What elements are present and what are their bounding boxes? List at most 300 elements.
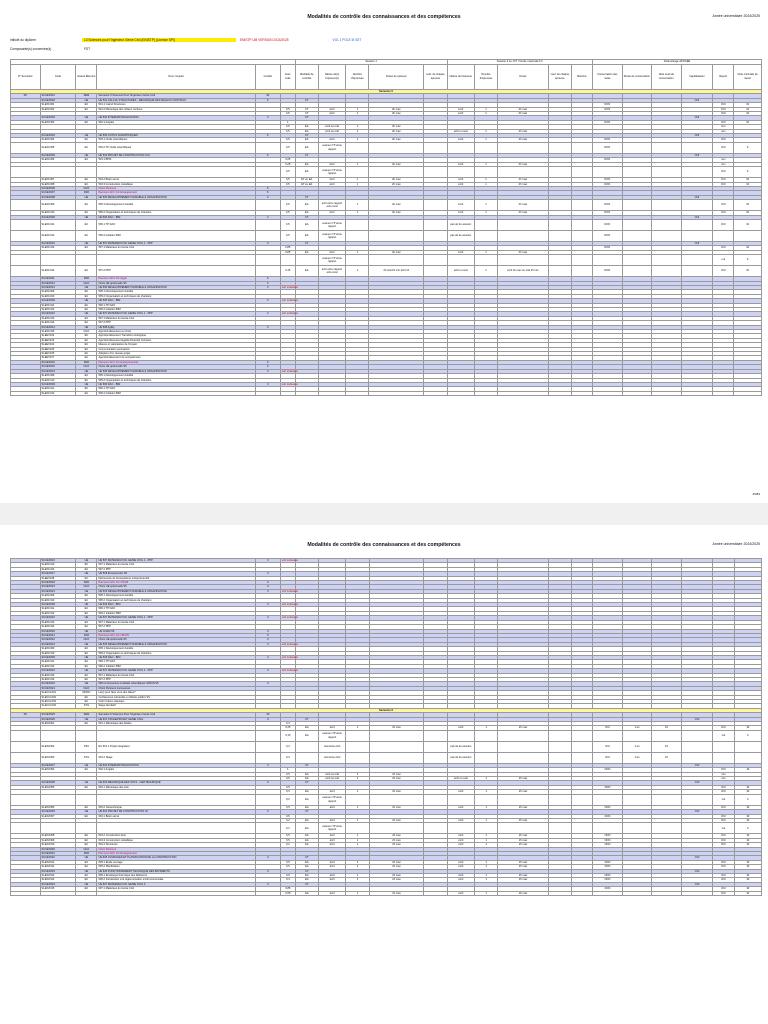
- full-name: Club Culture classique: [97, 700, 255, 704]
- code: SLEEX103: [40, 338, 76, 342]
- conservation: NON: [593, 158, 623, 162]
- coef: 0,25: [280, 162, 295, 166]
- s2-duration: 2h max: [498, 182, 549, 186]
- code: SLEX2N13: [40, 873, 76, 877]
- column-header: Nom complet: [97, 65, 255, 90]
- control-mode: CT: [295, 717, 318, 721]
- full-name: 506.2 Initiation BIM: [97, 230, 255, 241]
- capitalisation: OUI: [681, 717, 713, 721]
- min-report: 10: [734, 878, 761, 882]
- full-name: 602.1 Anglais: [97, 768, 255, 772]
- code: SLEEX105: [40, 347, 76, 351]
- full-name: UE 601 STAGE/PROJET GENIE CIVIL: [97, 717, 255, 721]
- report: OUI: [713, 873, 734, 877]
- control-mode: EA: [295, 162, 318, 166]
- exam-count: [346, 752, 369, 763]
- code: SCUEX002: [40, 98, 76, 102]
- code: SLEX1N11: [40, 660, 76, 664]
- full-name: 601.2 Stage: [97, 752, 255, 763]
- nature: PRJ: [76, 741, 97, 752]
- code: SCUEX026: [40, 717, 76, 721]
- full-name: UE 508 Agility: [97, 325, 255, 329]
- s2-count: 1: [474, 112, 497, 116]
- code: SCUEX030: [40, 847, 76, 851]
- diploma-label: Intitulé du diplôme: [10, 38, 36, 42]
- nature: EC: [76, 594, 97, 598]
- exam-duration: 2h max: [369, 178, 424, 182]
- s2-count: 1: [475, 891, 498, 895]
- nature: [76, 794, 97, 805]
- control-mode: CT: [295, 134, 318, 138]
- nature: CHO: [76, 686, 97, 690]
- full-name: 507.1 Matériaux du Génie Civil: [97, 620, 255, 624]
- conservation-threshold: 10: [652, 726, 682, 730]
- coef: 0,5: [280, 230, 295, 241]
- code: SCUEX034: [40, 882, 76, 886]
- exam-duration: [369, 167, 424, 178]
- code: SCUEX017: [40, 572, 76, 576]
- coef: 0,5: [280, 182, 295, 186]
- semester-no: [11, 823, 41, 834]
- column-header: Note minimale de report: [734, 65, 762, 90]
- full-name: UE 506 DAO - BIM: [97, 655, 255, 659]
- nature: MODU: [76, 691, 97, 695]
- nature: UE: [76, 312, 97, 316]
- coef: [280, 255, 295, 266]
- report: [713, 752, 734, 763]
- mccc-table-page1: [10, 59, 762, 396]
- conservation-threshold: [652, 255, 682, 266]
- credits: 3: [255, 285, 280, 289]
- coef: voir ci-dessus: [281, 285, 298, 289]
- conservation: NON: [593, 182, 623, 186]
- exam-nature: écrit ou oral: [318, 777, 345, 781]
- code: SLEX2N11: [40, 860, 76, 864]
- credits: [255, 741, 280, 752]
- s2-nature: écrit: [447, 112, 474, 116]
- nature: EC: [76, 219, 97, 230]
- s2-nature: écrit: [447, 834, 474, 838]
- control-mode: EA: [295, 805, 318, 809]
- conservation-duration: [622, 219, 652, 230]
- nature: UE: [76, 781, 97, 785]
- control-mode: EA: [295, 200, 318, 211]
- full-name: UE CNAM S5: [97, 629, 255, 633]
- exam-count: 1: [346, 878, 369, 882]
- exam-count: [346, 142, 369, 153]
- nature: UE: [76, 603, 97, 607]
- coef: voir ci-dessus: [281, 382, 298, 386]
- scale: [572, 891, 593, 895]
- min-report: [734, 230, 762, 241]
- min-report: 10: [734, 790, 761, 794]
- s2-count: [475, 794, 498, 805]
- exam-nature: oral et/ou écrit: [318, 752, 345, 763]
- code: SCUEX010: [40, 616, 76, 620]
- exam-count: 1: [346, 865, 369, 869]
- full-name: Semestre 6 Sciences Pour l'Ingénieur Génie Civil: [97, 713, 255, 717]
- report: OUI: [713, 838, 734, 842]
- code: SLEX1N14: [40, 677, 76, 681]
- exam-count: 1: [346, 726, 369, 730]
- credits: [255, 167, 280, 178]
- code: SCUEX009: [40, 655, 76, 659]
- exam-nature: oral et/ou écrit: [318, 741, 345, 752]
- min-report: 10: [734, 219, 762, 230]
- credits: 3: [255, 572, 280, 576]
- conservation-duration: [622, 142, 652, 153]
- report: OUI: [713, 834, 734, 838]
- full-name: 506.1 TP DAO: [97, 607, 255, 611]
- code: SLEX1N09: [40, 374, 76, 378]
- nature: EC: [76, 814, 97, 818]
- full-name: [97, 891, 255, 895]
- page-separator: [0, 503, 768, 525]
- column-header: coef. de chaque épreuve: [548, 65, 571, 90]
- full-name: [97, 255, 255, 266]
- credits: 3: [255, 655, 280, 659]
- nature: EC: [76, 182, 97, 186]
- nature: UE: [76, 559, 97, 563]
- conservation: NON: [593, 246, 623, 250]
- code: SLEX1N12: [40, 308, 76, 312]
- exam-coef: [424, 200, 447, 211]
- control-mode: [295, 752, 318, 763]
- code: SLEEX108: [40, 576, 76, 580]
- capitalisation: [681, 255, 713, 266]
- nature: EC: [76, 387, 97, 391]
- code: SLEX1N11: [40, 219, 76, 230]
- nature: UE: [76, 642, 97, 646]
- full-name: 601.1 Mécanique des fluides: [97, 722, 255, 726]
- full-name: UE 506 DAO - BIM: [97, 382, 255, 386]
- code: SLEX1N10: [40, 598, 76, 602]
- nature: UE: [76, 882, 97, 886]
- code: SLEX1N14: [40, 625, 76, 629]
- s2-count: 1: [474, 250, 497, 254]
- nature: EC: [76, 211, 97, 215]
- coef: 0,3: [281, 741, 296, 752]
- full-name: 605.2 Planification: [97, 865, 255, 869]
- full-name: Conférences culturelles et débats publics SS: [97, 695, 255, 699]
- control-mode: EA: [295, 730, 318, 741]
- report: OUI: [713, 814, 734, 818]
- code: SCUEX001: [40, 94, 76, 98]
- full-name: 507.1 Matériaux du Génie Civil: [97, 246, 255, 250]
- s2-count: 1: [474, 182, 497, 186]
- full-name: UE 506 DAO - BIM: [97, 603, 255, 607]
- exam-nature: examen TP et/ou rapport: [318, 794, 345, 805]
- capitalisation: [681, 200, 713, 211]
- full-name: [97, 730, 255, 741]
- exam-nature: [318, 391, 345, 395]
- scale: [571, 391, 592, 395]
- element-row: [11, 823, 762, 834]
- exam-count: 1: [346, 834, 369, 838]
- code: SLEX2N06: [40, 805, 76, 809]
- nature: EC: [76, 887, 97, 891]
- semester-no: [11, 741, 41, 752]
- credits: [255, 255, 280, 266]
- element-row: [11, 752, 762, 763]
- report: nul: [713, 255, 734, 266]
- code: SLEX1N02: [40, 107, 76, 111]
- s2-nature: écrit: [447, 818, 474, 822]
- conservation: [593, 794, 623, 805]
- exam-duration: 2h max: [369, 250, 424, 254]
- nature: [76, 891, 97, 895]
- control-mode: EA: [295, 860, 318, 864]
- s2-count: [475, 752, 498, 763]
- s2-count: 1: [474, 138, 497, 142]
- credits: 3: [255, 616, 280, 620]
- exam-nature: écrit: [318, 182, 345, 186]
- s2-coef: [548, 142, 571, 153]
- s2-nature: pas de 2e session: [447, 219, 474, 230]
- full-name: 505.1 Développement durable: [97, 200, 255, 211]
- s2-duration: [498, 794, 549, 805]
- exam-nature: examen TP et/ou rapport: [318, 255, 345, 266]
- nature: EC: [76, 356, 97, 360]
- credits: 3: [255, 215, 280, 219]
- conservation: NON: [593, 865, 623, 869]
- credits: [255, 200, 280, 211]
- code: SLECCL001: [40, 691, 76, 695]
- full-name: UE 505 DEVELOPPEMENT DURABLE & ORGANISATION: [97, 642, 255, 646]
- control-mode: EA: [295, 865, 318, 869]
- credits: 3: [255, 312, 280, 316]
- nature: EC: [76, 200, 97, 211]
- s2-count: 1: [474, 211, 497, 215]
- code: SLEX2N12: [40, 865, 76, 869]
- code: SLEX1N03: [40, 120, 76, 124]
- exam-count: [346, 794, 369, 805]
- capitalisation: [681, 219, 713, 230]
- full-name: 507.2 PPP: [97, 321, 255, 325]
- code: SCUEX032: [40, 856, 76, 860]
- control-mode: EA: [295, 878, 318, 882]
- s2-nature: écrit: [447, 790, 474, 794]
- conservation-threshold: [652, 391, 682, 395]
- full-name: 505.2 Organisation et techniques de chantiers: [97, 598, 255, 602]
- scale: [572, 741, 593, 752]
- full-name: Choix UE optionnelle S5: [97, 585, 255, 589]
- full-name: UE 505 DEVELOPPEMENT DURABLE & ORGANISATION: [97, 285, 255, 289]
- s2-nature: écrit: [447, 107, 474, 111]
- control-mode: EA: [295, 838, 318, 842]
- conservation-threshold: [652, 230, 682, 241]
- full-name: UE 505 DEVELOPPEMENT DURABLE & ORGANISATION: [97, 589, 255, 593]
- coef: 0,65: [281, 891, 296, 895]
- credits: 6: [255, 810, 280, 814]
- exam-nature: écrit: [318, 138, 345, 142]
- conservation-threshold: [652, 219, 682, 230]
- coef: 1: [280, 120, 295, 124]
- s2-count: 1: [475, 805, 498, 809]
- code: SLEX2N02: [40, 741, 76, 752]
- s2-duration: 2h max: [498, 726, 549, 730]
- credits: 3: [255, 382, 280, 386]
- s2-count: 1: [475, 726, 498, 730]
- credits: 6: [255, 633, 280, 637]
- s2-nature: écrit ou oral: [447, 777, 474, 781]
- code: SCUEX014: [40, 325, 76, 329]
- code: SCUEX033: [40, 869, 76, 873]
- conservation: NON: [593, 230, 623, 241]
- code: SLEX1N10: [40, 378, 76, 382]
- conservation: NON: [593, 178, 623, 182]
- semester-no: [11, 752, 41, 763]
- capitalisation: [681, 823, 713, 834]
- control-mode: ET ou EA: [295, 178, 318, 182]
- code: SLEX1N14: [40, 266, 76, 277]
- conservation-threshold: [652, 142, 682, 153]
- exam-nature: écrit: [318, 805, 345, 809]
- conservation: NON: [593, 834, 623, 838]
- element-row: [11, 730, 762, 741]
- column-header: Nature Élément: [76, 65, 97, 90]
- exam-nature: écrit: [318, 726, 345, 730]
- conservation-threshold: 10: [652, 752, 682, 763]
- nature: UE: [76, 669, 97, 673]
- coef: 0,5: [281, 838, 296, 842]
- nature: EC: [76, 598, 97, 602]
- control-mode: EA: [295, 125, 318, 129]
- min-report: 10: [734, 843, 761, 847]
- s2-nature: pas de 2e session: [447, 230, 474, 241]
- code: SLEX1N06: [40, 158, 76, 162]
- s2-nature: [447, 142, 474, 153]
- min-report: 10: [734, 785, 761, 789]
- credits: 3: [255, 559, 280, 563]
- s2-count: 1: [475, 838, 498, 842]
- min-report: 10: [734, 112, 762, 116]
- conservation-duration: [622, 230, 652, 241]
- min-report: 10: [734, 103, 762, 107]
- document-title-2: Modalités de contrôle des connaissances et des compétences: [307, 542, 461, 548]
- s2-count: 1: [474, 178, 497, 182]
- s2-nature: écrit ou oral: [447, 266, 474, 277]
- exam-nature: examen TP et/ou rapport: [318, 142, 345, 153]
- code: SCUEX006: [40, 186, 76, 190]
- code: SLECCL004: [40, 704, 76, 708]
- code: SLEX1N10: [40, 651, 76, 655]
- credits: 6: [255, 191, 280, 195]
- credits: 3: [255, 638, 280, 642]
- credits: 3: [255, 241, 280, 245]
- semester-label: Semestre 6: [11, 708, 762, 712]
- s2-count: [474, 219, 497, 230]
- exam-count: [346, 741, 369, 752]
- nature: EC: [76, 673, 97, 677]
- s2-nature: écrit: [447, 182, 474, 186]
- exam-duration: 2h max: [369, 125, 424, 129]
- full-name: 506.2 Initiation BIM: [97, 391, 255, 395]
- nature: PAR: [76, 277, 97, 281]
- s2-nature: [447, 167, 474, 178]
- full-name: Choix Parcours: [97, 186, 255, 190]
- coef: 0,4: [281, 722, 296, 726]
- min-report: 10: [734, 838, 761, 842]
- code: SCUEX009: [40, 382, 76, 386]
- exam-count: 1: [346, 860, 369, 864]
- coef: 0,5: [281, 814, 296, 818]
- conservation-duration: 1 an: [622, 752, 652, 763]
- capitalisation: OUI: [681, 763, 713, 767]
- full-name: 507.2 PPP: [97, 266, 255, 277]
- full-name: UE 507 MATERIAUX DU GENIE CIVIL 1 - PPP: [97, 559, 255, 563]
- nature: UE: [76, 616, 97, 620]
- control-mode: EA: [295, 794, 318, 805]
- report: OUI: [713, 891, 734, 895]
- exam-duration: [369, 741, 424, 752]
- code: SLEX2N15: [40, 887, 76, 891]
- code: SLEX1N09: [40, 200, 76, 211]
- s2-count: [474, 142, 497, 153]
- code: SCUEX015: [40, 360, 76, 364]
- min-report: 10: [734, 182, 762, 186]
- credits: 3: [255, 195, 280, 199]
- nature: SEM: [76, 713, 97, 717]
- conservation: NON: [593, 838, 623, 842]
- full-name: 505.1 Développement durable: [97, 374, 255, 378]
- min-report: [734, 752, 761, 763]
- element-row: [11, 255, 762, 266]
- exam-count: 1: [346, 266, 369, 277]
- s2-duration: 2h max: [498, 818, 549, 822]
- nature: EC: [76, 378, 97, 382]
- exam-coef: [424, 730, 447, 741]
- exam-count: [346, 391, 369, 395]
- nature: UE: [76, 215, 97, 219]
- exam-nature: écrit et/ou rapport et/ou oral: [318, 266, 345, 277]
- column-header: Durée de conservation: [622, 65, 652, 90]
- credits: 6: [255, 134, 280, 138]
- code: SLEX2N10: [40, 843, 76, 847]
- s2-nature: écrit: [447, 211, 474, 215]
- s2-coef: [548, 230, 571, 241]
- coef: 0,5: [281, 834, 296, 838]
- control-mode: [295, 391, 318, 395]
- code: SCUEX009: [40, 603, 76, 607]
- s2-nature: [447, 391, 474, 395]
- full-name: Choix UE optionnelle S5: [97, 281, 255, 285]
- report: non: [713, 777, 734, 781]
- code: SLEX1N10: [40, 211, 76, 215]
- min-report: 0: [734, 794, 761, 805]
- s2-duration: 2h max: [498, 838, 549, 842]
- diploma-line: [10, 38, 361, 42]
- exam-count: [346, 255, 369, 266]
- nature: UE: [76, 810, 97, 814]
- nature: EC: [76, 107, 97, 111]
- scale: [572, 730, 593, 741]
- nature: UE: [76, 98, 97, 102]
- nature: EC: [76, 321, 97, 325]
- code: SLEX1N10: [40, 294, 76, 298]
- scale: [571, 200, 592, 211]
- s2-count: [474, 255, 497, 266]
- report: OUI: [713, 865, 734, 869]
- exam-coef: [424, 255, 447, 266]
- coef: 0,5: [280, 211, 295, 215]
- nature: UE: [76, 717, 97, 721]
- s2-duration: 2h max: [498, 112, 549, 116]
- element-row: [11, 391, 762, 395]
- control-mode: CT: [295, 241, 318, 245]
- s2-duration: [498, 142, 549, 153]
- exam-duration: 2h max: [369, 865, 424, 869]
